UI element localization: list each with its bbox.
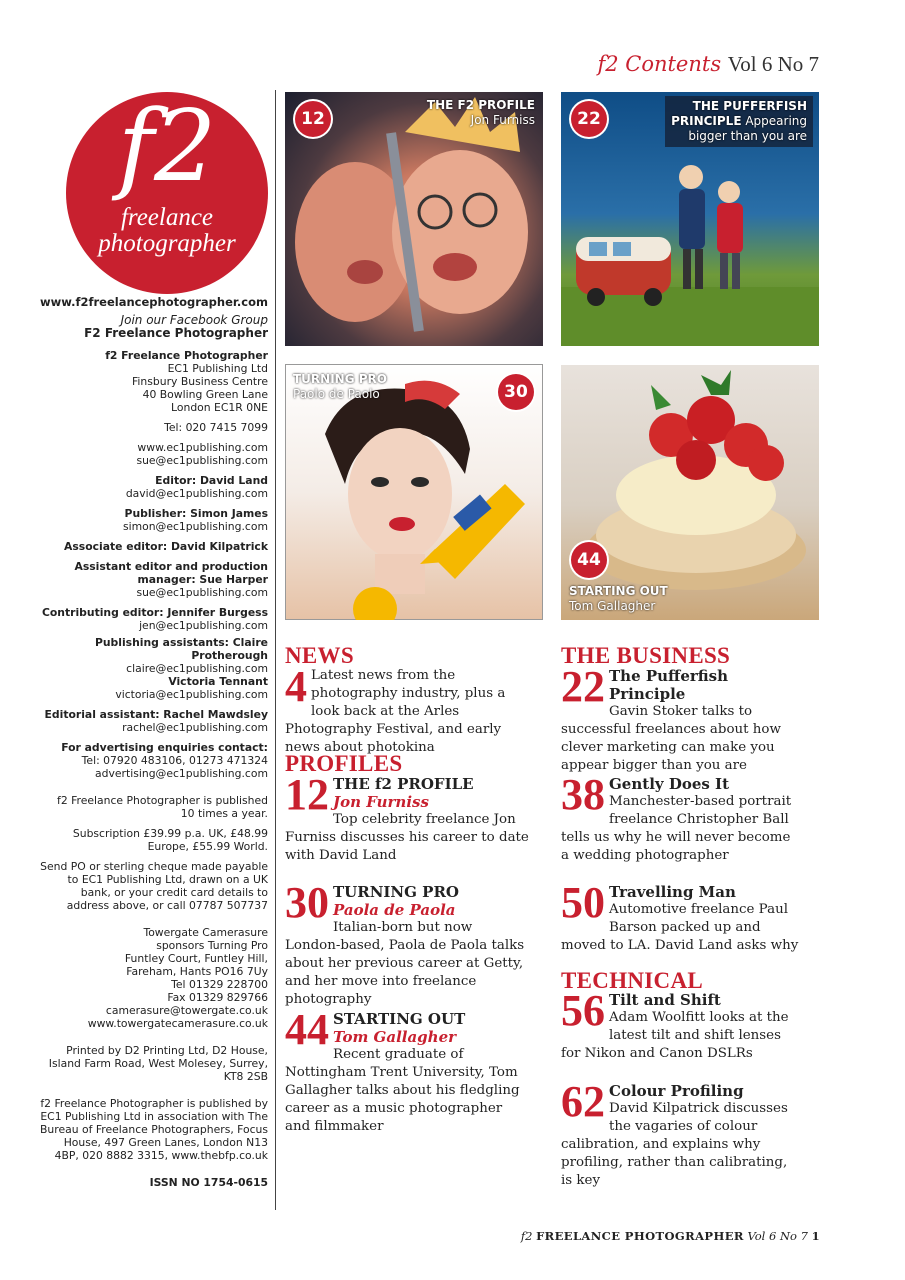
photo-caption-30: TURNING PRO Paolo de Paolo [293, 372, 387, 401]
contents-item-30[interactable] [285, 878, 530, 1009]
contents-item-12[interactable] [285, 770, 530, 865]
item-page-number: 62 [561, 1077, 605, 1126]
item-name: Tom Gallagher [333, 1028, 457, 1046]
item-title: Gently Does It [609, 775, 729, 793]
photo-caption-44: STARTING OUT Tom Gallagher [569, 584, 668, 613]
publisher-tel: Tel: 020 7415 7099 [164, 421, 268, 434]
item-description: Italian-born but now London-based, Paola de Paola talks about her previous career at Getty, and her move into freelance photography [285, 920, 525, 1007]
contents-item-50[interactable] [561, 878, 801, 955]
staff-editor: Editor: David Land david@ec1publishing.com [125, 474, 268, 500]
section-the-business: THE BUSINESS [561, 643, 731, 668]
page-badge-30: 30 [498, 374, 534, 410]
website-link[interactable]: www.f2freelancephotographer.com [40, 295, 268, 309]
contents-item-38[interactable] [561, 770, 801, 865]
item-description: Automotive freelance Paul Barson packed up and moved to LA. David Land asks why [561, 902, 799, 953]
item-name: Jon Furniss [333, 793, 429, 811]
payment-info: Send PO or sterling cheque made payable to EC1 Publishing Ltd, drawn on a UK bank, or your credit card details to address above, or call 07787 507737 [40, 860, 268, 912]
staff-publisher: Publisher: Simon James simon@ec1publishing.com [122, 507, 268, 533]
logo-f2: f2 [117, 90, 217, 204]
page-badge-12: 12 [295, 101, 331, 137]
subscription-price: Subscription £39.99 p.a. UK, £48.99 Europe, £55.99 World. [72, 827, 268, 853]
photo-jon-furniss[interactable] [285, 92, 543, 346]
facebook-line2[interactable]: F2 Freelance Photographer [84, 326, 268, 340]
item-description: Adam Woolfitt looks at the latest tilt and shift lenses for Nikon and Canon DSLRs [561, 1010, 789, 1061]
item-description: Gavin Stoker talks to successful freelances about how clever marketing can make you appear bigger than you are [561, 704, 781, 773]
item-page-number: 4 [285, 662, 307, 711]
advertising-contact: For advertising enquiries contact: Tel: 07920 483106, 01273 471324 advertising@ec1publishing.com [61, 741, 268, 780]
page-header [597, 52, 819, 77]
photo-starting-out[interactable] [561, 365, 819, 620]
issn-number: ISSN NO 1754-0615 [149, 1176, 268, 1189]
printer-info: Printed by D2 Printing Ltd, D2 House, Island Farm Road, West Molesey, Surrey, KT8 2SB [48, 1044, 268, 1083]
section-profiles: PROFILES [285, 751, 403, 776]
page-number: 1 [811, 1229, 820, 1243]
contents-item-4[interactable] [285, 662, 535, 757]
facebook-line1: Join our Facebook Group [120, 313, 268, 327]
item-title: STARTING OUT [333, 1010, 466, 1028]
page-footer [521, 1229, 820, 1243]
photo-caption-22: THE PUFFERFISH PRINCIPLE Appearing bigger than you are [665, 96, 813, 147]
item-title: The Pufferfish Principle [609, 667, 729, 703]
photo-pufferfish[interactable] [561, 92, 819, 346]
item-title: Colour Profiling [609, 1082, 744, 1100]
footer-vol: Vol 6 No 7 [747, 1229, 808, 1243]
contents-title: f2 Contents [597, 52, 722, 76]
contents-item-22[interactable] [561, 662, 801, 775]
photo-caption-12: THE F2 PROFILE Jon Furniss [426, 98, 535, 127]
masthead-sidebar [40, 296, 268, 1189]
page-badge-44: 44 [571, 542, 607, 578]
item-title: THE f2 PROFILE [333, 775, 474, 793]
staff-assistant-editor: Assistant editor and production manager: Sue Harper sue@ec1publishing.com [74, 560, 268, 599]
item-page-number: 12 [285, 770, 329, 819]
item-description: Recent graduate of Nottingham Trent University, Tom Gallagher talks about his fledgling career as a music photographer and filmmaker [285, 1047, 520, 1134]
item-page-number: 30 [285, 878, 329, 927]
item-title: Travelling Man [609, 883, 736, 901]
publisher-address: f2 Freelance Photographer EC1 Publishing Ltd Finsbury Business Centre 40 Bowling Green Lane London EC1R 0NE [105, 349, 268, 414]
publisher-web: www.ec1publishing.com sue@ec1publishing.com [136, 441, 268, 467]
column-divider [275, 90, 276, 1210]
footer-f2: f2 [520, 1229, 533, 1243]
item-title: TURNING PRO [333, 883, 459, 901]
logo-line1: freelance [120, 204, 214, 231]
photo-turning-pro[interactable] [285, 364, 543, 620]
staff-victoria: Victoria Tennant victoria@ec1publishing.com [115, 675, 268, 701]
staff-contributing-editor: Contributing editor: Jennifer Burgess jen@ec1publishing.com [41, 606, 268, 632]
contents-item-44[interactable] [285, 1005, 530, 1136]
association-info: f2 Freelance Photographer is published by EC1 Publishing Ltd in association with The Bureau of Freelance Photographers, Focus House, 497 Green Lanes, London N13 4BP, 020 8882 3315, www.thebfp.co.uk [40, 1097, 269, 1162]
staff-associate-editor: Associate editor: David Kilpatrick [63, 540, 268, 553]
dessert-illustration [561, 365, 819, 620]
page-badge-22: 22 [571, 101, 607, 137]
publication-frequency: f2 Freelance Photographer is published 10 times a year. [57, 794, 268, 820]
item-title: Tilt and Shift [609, 991, 721, 1009]
section-technical: TECHNICAL [561, 968, 704, 993]
item-description: Top celebrity freelance Jon Furniss discusses his career to date with David Land [285, 812, 529, 863]
section-news: NEWS [285, 643, 354, 668]
item-page-number: 38 [561, 770, 605, 819]
item-page-number: 50 [561, 878, 605, 927]
item-page-number: 22 [561, 662, 605, 711]
item-description: Manchester-based portrait freelance Christopher Ball tells us why he will never become a wedding photographer [561, 794, 792, 863]
issue-number: Vol 6 No 7 [727, 52, 819, 76]
towergate-sponsor: Towergate Camerasure sponsors Turning Pro Funtley Court, Funtley Hill, Fareham, Hants PO16 7Uy Tel 01329 228700 Fax 01329 829766 camerasure@towergate.co.uk www.towergatecamerasure.co.uk [87, 926, 268, 1030]
staff-editorial-assistant: Editorial assistant: Rachel Mawdsley rachel@ec1publishing.com [44, 708, 268, 734]
item-description: Latest news from the photography industry, plus a look back at the Arles Photography Festival, and early news about photokina [285, 668, 506, 755]
item-name: Paola de Paola [333, 901, 456, 919]
item-page-number: 56 [561, 986, 605, 1035]
staff-publishing-assistants: Publishing assistants: Claire Protherough claire@ec1publishing.com [94, 636, 268, 675]
contents-item-62[interactable] [561, 1077, 801, 1190]
item-page-number: 44 [285, 1005, 329, 1054]
logo-line2: photographer [98, 230, 236, 257]
item-description: David Kilpatrick discusses the vagaries of colour calibration, and explains why profiling, rather than calibrating, is key [561, 1101, 788, 1188]
contents-item-56[interactable] [561, 986, 801, 1063]
footer-title: FREELANCE PHOTOGRAPHER [536, 1229, 744, 1243]
magazine-logo [66, 92, 268, 294]
